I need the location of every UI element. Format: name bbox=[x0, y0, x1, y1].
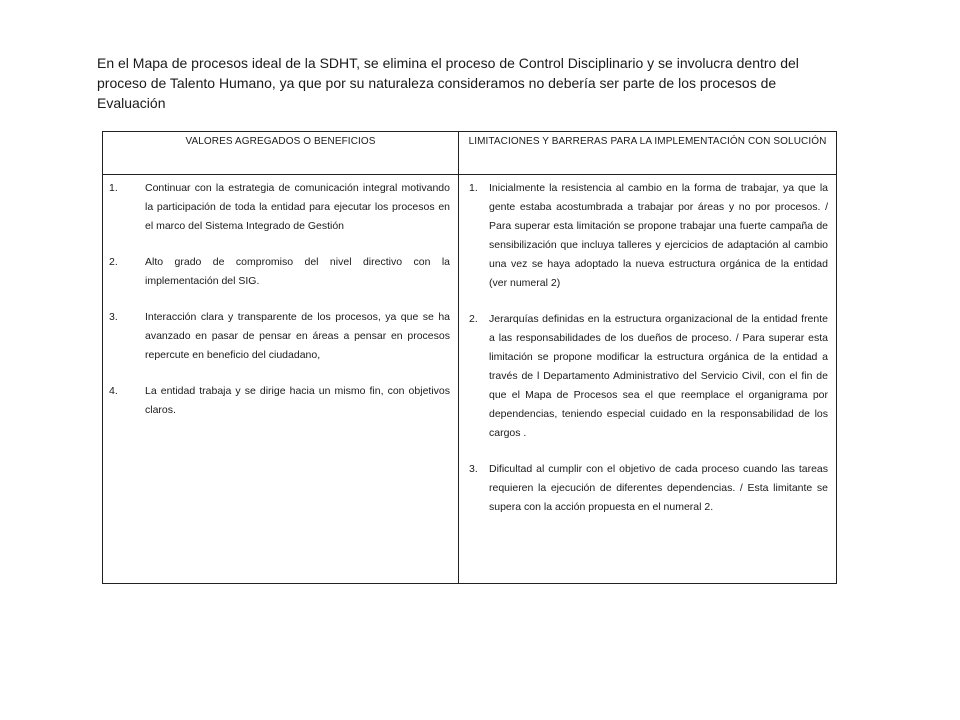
list-item-number: 1. bbox=[469, 182, 478, 194]
list-item-text: Continuar con la estrategia de comunicación integral motivando la participación de toda la entidad para ejecutar los procesos en el marco del Sistema Integrado de Gestión bbox=[145, 182, 450, 232]
list-item-number: 1. bbox=[109, 182, 118, 194]
list-item bbox=[469, 460, 828, 517]
list-item bbox=[109, 382, 450, 420]
list-item bbox=[109, 308, 450, 365]
list-item-text: Dificultad al cumplir con el objetivo de cada proceso cuando las tareas requieren la ejecución de diferentes dependencias. / Esta limitante se supera con la acción propuesta en el numeral 2. bbox=[489, 463, 828, 513]
list-item-number: 2. bbox=[469, 313, 478, 325]
header-benefits: VALORES AGREGADOS O BENEFICIOS bbox=[103, 132, 459, 175]
list-item bbox=[109, 179, 450, 236]
limitations-cell bbox=[459, 175, 837, 584]
list-item bbox=[109, 253, 450, 291]
list-item-text: Interacción clara y transparente de los procesos, ya que se ha avanzado en pasar de pensar en áreas a pensar en procesos repercute en beneficio del ciudadano, bbox=[145, 311, 450, 361]
benefits-list bbox=[103, 175, 458, 420]
list-item-number: 4. bbox=[109, 385, 118, 397]
table-row bbox=[103, 175, 837, 584]
list-item bbox=[469, 310, 828, 443]
list-item-text: Alto grado de compromiso del nivel directivo con la implementación del SIG. bbox=[145, 256, 450, 287]
benefits-limitations-table bbox=[102, 131, 837, 584]
limitations-list bbox=[459, 175, 836, 517]
list-item-text: Jerarquías definidas en la estructura organizacional de la entidad frente a las responsabilidades de los dueños de proceso. / Para superar esta limitación se propone modificar la estructura orgánica de la entidad a través de l Departamento Administrativo del Servicio Civil, con el fin de que el Mapa de Procesos sea el que reemplace el organigrama por dependencias, teniendo especial cuidado en la responsabilidad de los cargos . bbox=[489, 313, 828, 439]
list-item-text: Inicialmente la resistencia al cambio en la forma de trabajar, ya que la gente estaba acostumbrada a trabajar por áreas y no por procesos. / Para superar esta limitación se propone trabajar una fuerte campaña de sensibilización que incluya talleres y ejercicios de adaptación al cambio una vez se haya adoptado la nueva estructura orgánica de la entidad (ver numeral 2) bbox=[489, 182, 828, 289]
list-item-number: 3. bbox=[469, 463, 478, 475]
list-item-number: 3. bbox=[109, 311, 118, 323]
table-header-row bbox=[103, 132, 837, 175]
list-item-number: 2. bbox=[109, 256, 118, 268]
intro-paragraph: En el Mapa de procesos ideal de la SDHT, se elimina el proceso de Control Disciplinario y se involucra dentro del proceso de Talento Humano, ya que por su naturaleza consideramos no debería ser parte de los procesos de Evaluación bbox=[97, 55, 799, 111]
benefits-cell bbox=[103, 175, 459, 584]
header-limitations: LIMITACIONES Y BARRERAS PARA LA IMPLEMENTACIÓN CON SOLUCIÓN bbox=[459, 132, 837, 175]
list-item-text: La entidad trabaja y se dirige hacia un mismo fin, con objetivos claros. bbox=[145, 385, 450, 416]
list-item bbox=[469, 179, 828, 293]
